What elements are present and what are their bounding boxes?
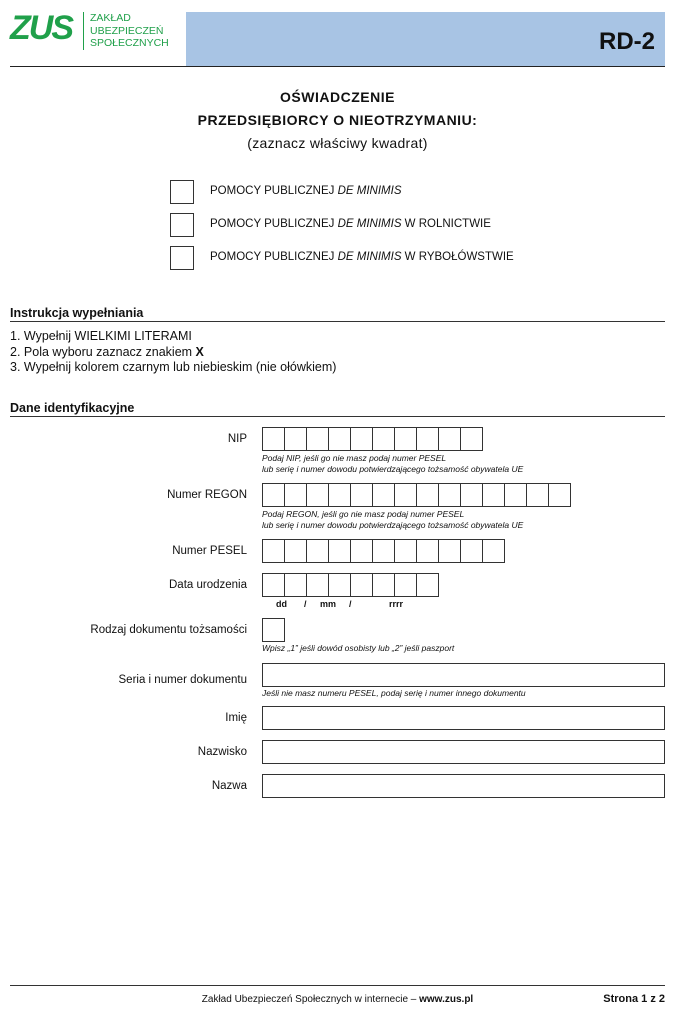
checkbox-de-minimis[interactable] bbox=[170, 180, 194, 204]
char-cell[interactable] bbox=[438, 483, 461, 507]
char-cell[interactable] bbox=[416, 573, 439, 597]
footer-rule bbox=[10, 985, 665, 986]
company-name-label: Nazwa bbox=[211, 780, 247, 792]
char-cell[interactable] bbox=[416, 483, 439, 507]
char-cell[interactable] bbox=[328, 483, 351, 507]
char-cell[interactable] bbox=[350, 573, 373, 597]
page-number: Strona 1 z 2 bbox=[603, 993, 665, 1005]
char-cell[interactable] bbox=[394, 573, 417, 597]
first-name-label: Imię bbox=[225, 712, 247, 724]
char-cell[interactable] bbox=[306, 483, 329, 507]
char-cell[interactable] bbox=[262, 539, 285, 563]
char-cell[interactable] bbox=[482, 483, 505, 507]
date-part-day: dd bbox=[276, 599, 287, 609]
char-cell[interactable] bbox=[350, 427, 373, 451]
char-cell[interactable] bbox=[460, 427, 483, 451]
char-cell[interactable] bbox=[416, 539, 439, 563]
birth-date-field[interactable] bbox=[262, 573, 438, 597]
char-cell[interactable] bbox=[548, 483, 571, 507]
char-cell[interactable] bbox=[460, 483, 483, 507]
char-cell[interactable] bbox=[460, 539, 483, 563]
section-rule bbox=[10, 416, 665, 417]
char-cell[interactable] bbox=[284, 573, 307, 597]
regon-field[interactable] bbox=[262, 483, 570, 507]
choice-label: POMOCY PUBLICZNEJ DE MINIMIS W RYBOŁÓWSTWIE bbox=[210, 251, 514, 263]
date-separator: / bbox=[304, 599, 307, 609]
char-cell[interactable] bbox=[284, 483, 307, 507]
char-cell[interactable] bbox=[306, 573, 329, 597]
identification-heading: Dane identyfikacyjne bbox=[10, 401, 135, 415]
nip-field[interactable] bbox=[262, 427, 482, 451]
char-cell[interactable] bbox=[438, 539, 461, 563]
instruction-item: 2. Pola wyboru zaznacz znakiem X bbox=[10, 344, 204, 359]
char-cell[interactable] bbox=[284, 427, 307, 451]
char-cell[interactable] bbox=[394, 539, 417, 563]
char-cell[interactable] bbox=[262, 483, 285, 507]
char-cell[interactable] bbox=[262, 618, 285, 642]
char-cell[interactable] bbox=[438, 427, 461, 451]
char-cell[interactable] bbox=[526, 483, 549, 507]
regon-hint: Podaj REGON, jeśli go nie masz podaj numer PESEL lub serię i numer dowodu potwierdzającego tożsamość obywatela UE bbox=[262, 509, 524, 530]
char-cell[interactable] bbox=[328, 573, 351, 597]
doc-type-label: Rodzaj dokumentu tożsamości bbox=[90, 624, 247, 636]
first-name-field[interactable] bbox=[262, 706, 665, 730]
date-separator: / bbox=[349, 599, 352, 609]
pesel-label: Numer PESEL bbox=[172, 545, 247, 557]
char-cell[interactable] bbox=[350, 539, 373, 563]
doc-type-field[interactable] bbox=[262, 618, 284, 642]
last-name-label: Nazwisko bbox=[197, 746, 247, 758]
char-cell[interactable] bbox=[350, 483, 373, 507]
institution-line-1: ZAKŁAD bbox=[90, 12, 131, 24]
char-cell[interactable] bbox=[394, 427, 417, 451]
doc-number-field[interactable] bbox=[262, 663, 665, 687]
pesel-field[interactable] bbox=[262, 539, 504, 563]
char-cell[interactable] bbox=[372, 483, 395, 507]
char-cell[interactable] bbox=[504, 483, 527, 507]
page-title: OŚWIADCZENIE bbox=[280, 89, 395, 105]
char-cell[interactable] bbox=[372, 427, 395, 451]
char-cell[interactable] bbox=[394, 483, 417, 507]
institution-name bbox=[90, 12, 169, 50]
zus-logo: ZUS bbox=[10, 9, 72, 47]
checkbox-de-minimis-agriculture[interactable] bbox=[170, 213, 194, 237]
doc-number-hint: Jeśli nie masz numeru PESEL, podaj serię i numer innego dokumentu bbox=[262, 688, 526, 698]
company-name-field[interactable] bbox=[262, 774, 665, 798]
choice-label: POMOCY PUBLICZNEJ DE MINIMIS W ROLNICTWIE bbox=[210, 218, 491, 230]
logo-divider bbox=[83, 12, 84, 50]
char-cell[interactable] bbox=[262, 427, 285, 451]
char-cell[interactable] bbox=[372, 539, 395, 563]
instructions-list bbox=[10, 329, 336, 376]
section-rule bbox=[10, 321, 665, 322]
choice-label: POMOCY PUBLICZNEJ DE MINIMIS bbox=[210, 185, 402, 197]
nip-hint: Podaj NIP, jeśli go nie masz podaj numer PESEL lub serię i numer dowodu potwierdzającego tożsamość obywatela UE bbox=[262, 453, 524, 474]
instructions-heading: Instrukcja wypełniania bbox=[10, 306, 144, 320]
nip-label: NIP bbox=[227, 433, 247, 445]
page-subtitle: PRZEDSIĘBIORCY O NIEOTRZYMANIU: bbox=[197, 112, 478, 128]
header-band bbox=[186, 12, 665, 66]
last-name-field[interactable] bbox=[262, 740, 665, 764]
char-cell[interactable] bbox=[416, 427, 439, 451]
char-cell[interactable] bbox=[306, 427, 329, 451]
header-rule bbox=[10, 66, 665, 67]
doc-type-hint: Wpisz „1” jeśli dowód osobisty lub „2” jeśli paszport bbox=[262, 643, 455, 653]
char-cell[interactable] bbox=[306, 539, 329, 563]
char-cell[interactable] bbox=[328, 539, 351, 563]
checkbox-de-minimis-fishery[interactable] bbox=[170, 246, 194, 270]
institution-line-3: SPOŁECZNYCH bbox=[90, 37, 169, 49]
footer-text: Zakład Ubezpieczeń Społecznych w internecie – www.zus.pl bbox=[201, 994, 474, 1005]
char-cell[interactable] bbox=[372, 573, 395, 597]
institution-line-2: UBEZPIECZEŃ bbox=[90, 24, 164, 37]
page-instruction: (zaznacz właściwy kwadrat) bbox=[247, 135, 428, 151]
instruction-item: 1. Wypełnij WIELKIMI LITERAMI bbox=[10, 329, 192, 343]
footer-link[interactable]: www.zus.pl bbox=[419, 994, 474, 1005]
birth-date-label: Data urodzenia bbox=[169, 579, 247, 591]
doc-number-label: Seria i numer dokumentu bbox=[118, 674, 247, 686]
char-cell[interactable] bbox=[262, 573, 285, 597]
char-cell[interactable] bbox=[328, 427, 351, 451]
form-code: RD-2 bbox=[598, 28, 655, 55]
instruction-item: 3. Wypełnij kolorem czarnym lub niebieskim (nie ołówkiem) bbox=[10, 360, 337, 374]
date-part-month: mm bbox=[320, 599, 337, 609]
char-cell[interactable] bbox=[284, 539, 307, 563]
date-part-year: rrrr bbox=[389, 599, 404, 609]
char-cell[interactable] bbox=[482, 539, 505, 563]
regon-label: Numer REGON bbox=[167, 489, 247, 501]
